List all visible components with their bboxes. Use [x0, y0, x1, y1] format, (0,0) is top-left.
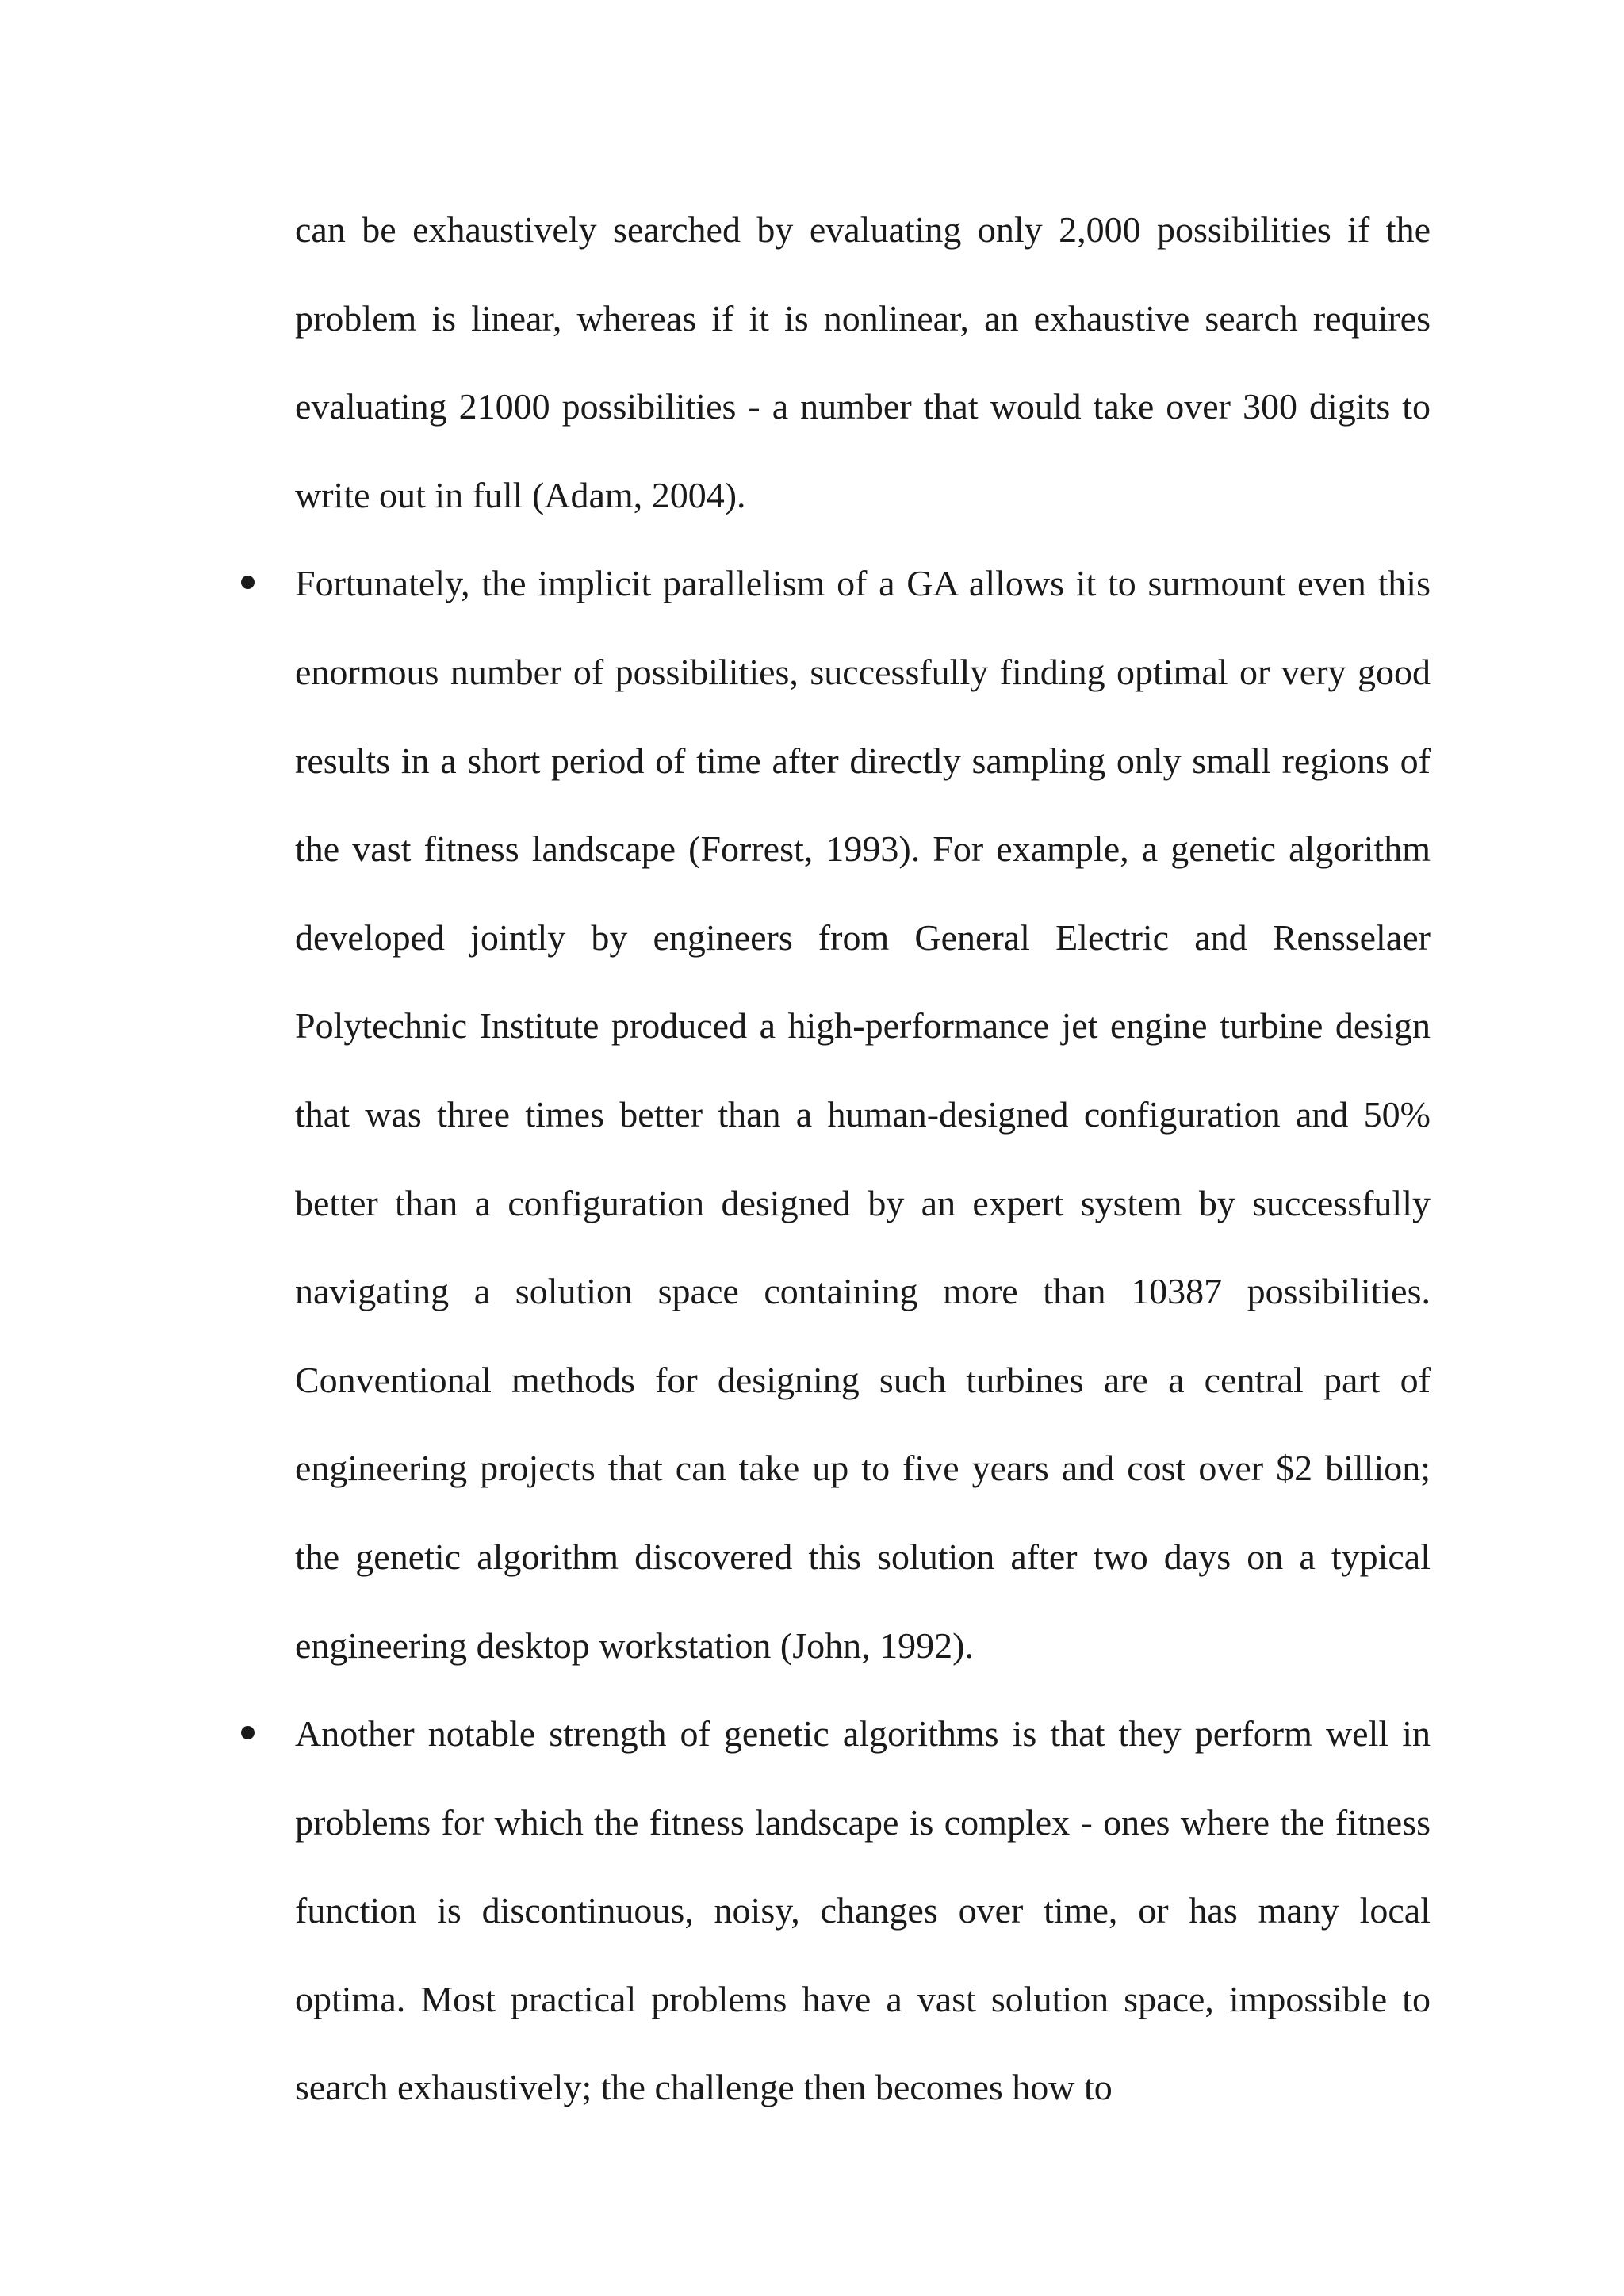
bullet-icon	[241, 1726, 255, 1739]
bullet-item-complex-landscape	[295, 1689, 1431, 2132]
bullet-text: Fortunately, the implicit parallelism of a GA allows it to surmount even this enormous number of possibilities, successfully finding optimal or very good results in a short period of time after directly sampling only small regions of the vast fitness landscape (Forrest, 1993). For example, a genetic algorithm developed jointly by engineers from General Electric and Rensselaer Polytechnic Institute produced a high-performance jet engine turbine design that was three times better than a human-designed configuration and 50% better than a configuration designed by an expert system by successfully navigating a solution space containing more than 10387 possibilities. Conventional methods for designing such turbines are a central part of engineering projects that can take up to five years and cost over $2 billion; the genetic algorithm discovered this solution after two days on a typical engineering desktop workstation (John, 1992).	[295, 563, 1431, 1666]
continuation-paragraph: can be exhaustively searched by evaluating only 2,000 possibilities if the problem is linear, whereas if it is nonlinear, an exhaustive search requires evaluating 21000 possibilities - a number that would take over 300 digits to write out in full (Adam, 2004).	[295, 209, 1431, 515]
bullet-text: Another notable strength of genetic algorithms is that they perform well in problems for which the fitness landscape is complex - ones where the fitness function is discontinuous, noisy, changes over time, or has many local optima. Most practical problems have a vast solution space, impossible to search exhaustively; the challenge then becomes how to	[295, 1713, 1431, 2108]
bullet-icon	[241, 576, 255, 589]
bullet-item-implicit-parallelism	[295, 539, 1431, 1689]
bullet-list	[295, 539, 1431, 2132]
body-text	[295, 186, 1431, 2132]
